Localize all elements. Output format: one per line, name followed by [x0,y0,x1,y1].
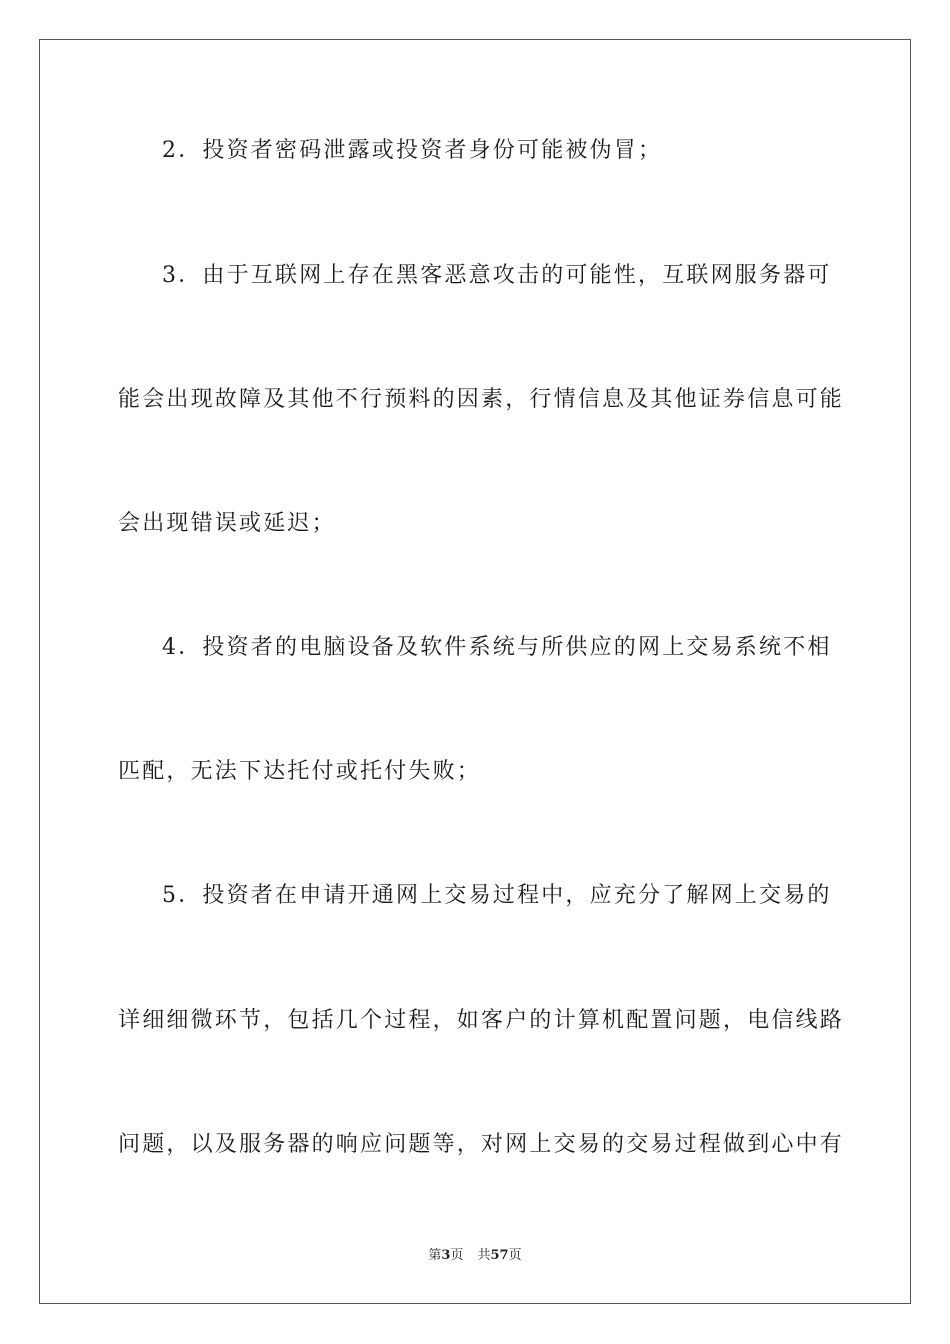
total-pages: 57 [490,1248,509,1263]
page-prefix: 第 [428,1248,442,1263]
paragraph-line: 5．投资者在申请开通网上交易过程中，应充分了解网上交易的 [162,883,832,908]
paragraph-line: 能会出现故障及其他不行预料的因素，行情信息及其他证券信息可能 [118,387,845,412]
page-border [39,39,911,1304]
total-suffix: 页 [508,1248,522,1263]
page-footer [0,1247,950,1265]
total-prefix: 共 [477,1248,491,1263]
paragraph-line: 2．投资者密码泄露或投资者身份可能被伪冒； [162,138,663,163]
page-number: 3 [441,1248,451,1263]
page-suffix: 页 [450,1248,464,1263]
paragraph-line: 匹配，无法下达托付或托付失败； [118,759,482,784]
paragraph-line: 会出现错误或延迟； [118,511,336,536]
paragraph-line: 问题，以及服务器的响应问题等，对网上交易的交易过程做到心中有 [118,1132,845,1157]
paragraph-line: 3．由于互联网上存在黑客恶意攻击的可能性，互联网服务器可 [162,263,832,288]
paragraph-line: 详细细微环节，包括几个过程，如客户的计算机配置问题，电信线路 [118,1008,845,1033]
paragraph-line: 4．投资者的电脑设备及软件系统与所供应的网上交易系统不相 [162,635,832,660]
